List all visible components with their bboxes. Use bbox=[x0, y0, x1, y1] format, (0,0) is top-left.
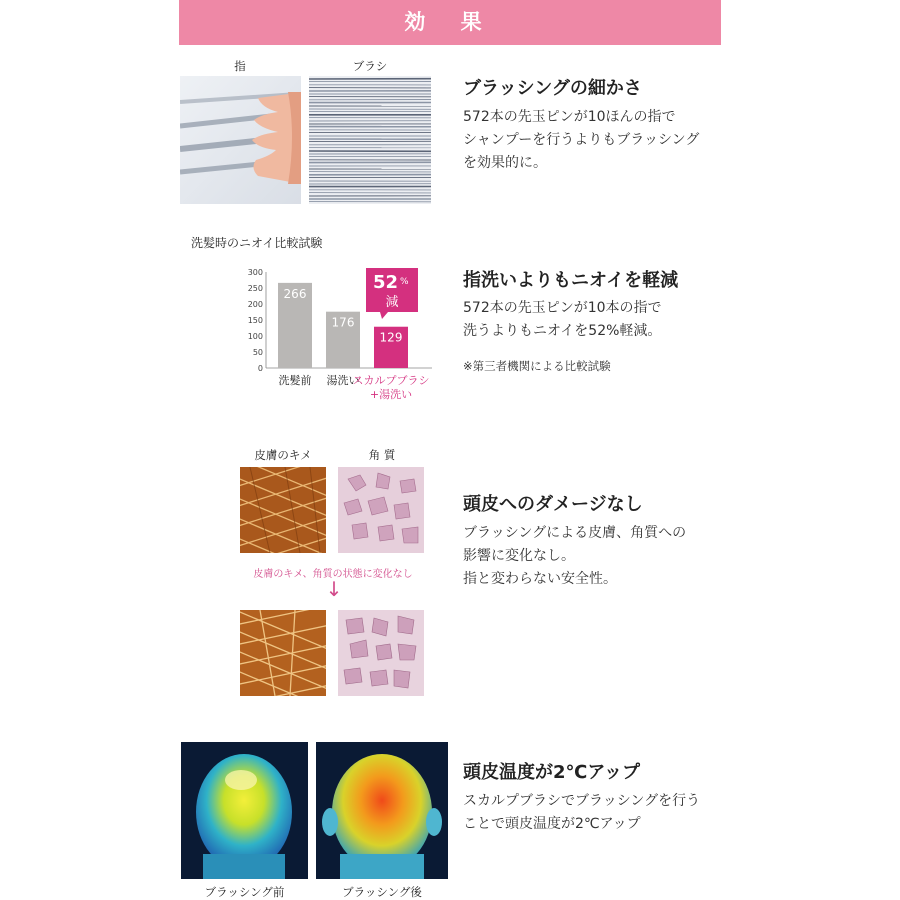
x-category-label: 洗髪前 bbox=[278, 374, 312, 387]
x-category-label: スカルプブラシ bbox=[352, 374, 430, 387]
skin-texture-label: 皮膚のキメ bbox=[254, 448, 312, 462]
brush-image-label: ブラシ bbox=[352, 59, 388, 73]
x-category-label: 湯洗い bbox=[326, 374, 360, 387]
section4-title: 頭皮温度が2℃アップ bbox=[463, 762, 641, 783]
skin-texture-image-before bbox=[240, 467, 326, 553]
callout-unit: % bbox=[400, 277, 409, 287]
thermal-before-label: ブラッシング前 bbox=[204, 885, 285, 899]
section1-body-line: シャンプーを行うよりもブラッシング bbox=[463, 132, 700, 148]
section2-body-line: 洗うよりもニオイを52%軽減。 bbox=[463, 323, 662, 339]
section2-body bbox=[463, 297, 662, 343]
thermal-image-before bbox=[181, 742, 308, 879]
callout-number: 52 bbox=[373, 272, 399, 293]
no-change-caption: 皮膚のキメ、角質の状態に変化なし bbox=[253, 569, 413, 580]
chart-title: 洗髪時のニオイ比較試験 bbox=[191, 236, 323, 250]
keratin-image-before bbox=[338, 467, 424, 553]
section3-body-line: 指と変わらない安全性。 bbox=[463, 571, 617, 587]
bar-value-label: 129 bbox=[379, 330, 403, 345]
bar-value-label: 266 bbox=[283, 286, 307, 301]
x-category-label: +湯洗い bbox=[369, 388, 413, 401]
y-tick-label: 150 bbox=[247, 316, 263, 325]
section1-title: ブラッシングの細かさ bbox=[463, 78, 642, 99]
section3-body-line: ブラッシングによる皮膚、角質への bbox=[463, 525, 687, 541]
section2-title: 指洗いよりもニオイを軽減 bbox=[463, 270, 679, 291]
section3-body bbox=[463, 522, 686, 591]
y-tick-label: 50 bbox=[252, 348, 263, 357]
section1-body bbox=[463, 106, 699, 175]
finger-image-label: 指 bbox=[234, 59, 246, 73]
bar-value-label: 176 bbox=[331, 315, 355, 330]
section4-body-line: スカルプブラシでブラッシングを行う bbox=[463, 793, 701, 809]
thermal-image-after bbox=[316, 742, 448, 879]
y-tick-label: 100 bbox=[247, 332, 263, 341]
keratin-image-after bbox=[338, 610, 424, 696]
y-tick-label: 0 bbox=[257, 364, 263, 373]
down-arrow-icon: ↓ bbox=[325, 577, 343, 601]
section2-body-line: 572本の先玉ピンが10本の指で bbox=[463, 300, 662, 316]
section1-body-line: を効果的に。 bbox=[463, 155, 547, 171]
section1-body-line: 572本の先玉ピンが10ほんの指で bbox=[463, 109, 676, 125]
odor-bar-chart bbox=[236, 262, 436, 422]
brush-comparison-image bbox=[309, 76, 431, 204]
section4-body bbox=[463, 790, 700, 836]
section4-body-line: ことで頭皮温度が2℃アップ bbox=[463, 816, 641, 832]
finger-comparison-image bbox=[180, 76, 301, 204]
section3-body-line: 影響に変化なし。 bbox=[463, 548, 575, 564]
page-header: 効 果 bbox=[179, 0, 721, 45]
y-tick-label: 300 bbox=[247, 268, 263, 277]
section3-title: 頭皮へのダメージなし bbox=[463, 494, 643, 515]
callout-text: 減 bbox=[385, 295, 399, 310]
y-tick-label: 250 bbox=[247, 284, 263, 293]
skin-texture-image-after bbox=[240, 610, 326, 696]
y-tick-label: 200 bbox=[247, 300, 263, 309]
section2-note: ※第三者機関による比較試験 bbox=[463, 359, 611, 373]
keratin-label: 角 質 bbox=[368, 448, 396, 462]
thermal-after-label: ブラッシング後 bbox=[342, 885, 422, 899]
